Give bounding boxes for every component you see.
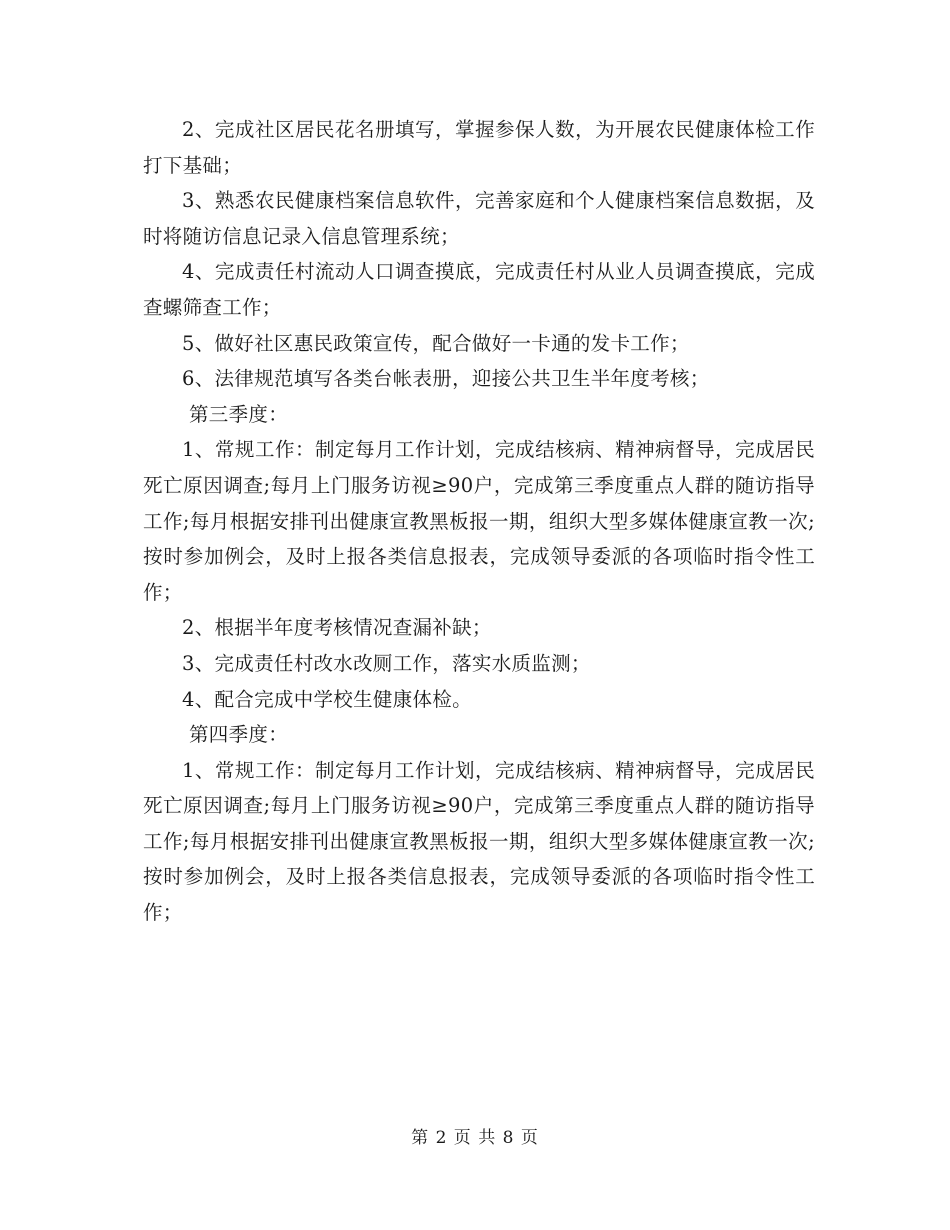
footer-current-page: 2 <box>435 1128 448 1148</box>
paragraph-item-4: 4、完成责任村流动人口调查摸底，完成责任村从业人员调查摸底，完成查螺筛查工作； <box>143 260 815 319</box>
paragraph-item-2: 2、完成社区居民花名册填写，掌握参保人数，为开展农民健康体检工作打下基础； <box>143 118 815 177</box>
q3-item-4: 4、配合完成中学校生健康体检。 <box>182 687 472 711</box>
footer-suffix: 页 <box>520 1128 539 1148</box>
paragraph-item-5: 5、做好社区惠民政策宣传，配合做好一卡通的发卡工作； <box>182 331 690 355</box>
paragraph-item-3: 3、熟悉农民健康档案信息软件，完善家庭和个人健康档案信息数据，及时将随访信息记录入信息管理系统； <box>143 189 815 248</box>
section-heading-q3: 第三季度： <box>189 402 289 426</box>
q3-item-1: 1、常规工作：制定每月工作计划，完成结核病、精神病督导，完成居民死亡原因调查;每月上门服务访视≥90户，完成第三季度重点人群的随访指导工作;每月根据安排刊出健康宣教黑板报一期，组织大型多媒体健康宣教一次;按时参加例会，及时上报各类信息报表，完成领导委派的各项临时指令性工作； <box>143 438 815 604</box>
footer-middle: 页 共 <box>453 1128 497 1148</box>
document-body <box>143 112 815 931</box>
q3-item-2: 2、根据半年度考核情况查漏补缺； <box>182 616 492 640</box>
section-heading-q4: 第四季度： <box>189 723 289 747</box>
q3-item-3: 3、完成责任村改水改厕工作，落实水质监测； <box>182 651 591 675</box>
footer-total-pages: 8 <box>502 1128 515 1148</box>
footer-prefix: 第 <box>411 1128 430 1148</box>
q4-item-1: 1、常规工作：制定每月工作计划，完成结核病、精神病督导，完成居民死亡原因调查;每月上门服务访视≥90户，完成第三季度重点人群的随访指导工作;每月根据安排刊出健康宣教黑板报一期，组织大型多媒体健康宣教一次;按时参加例会，及时上报各类信息报表，完成领导委派的各项临时指令性工作； <box>143 758 815 925</box>
page-footer <box>0 1126 950 1150</box>
paragraph-item-6: 6、法律规范填写各类台帐表册，迎接公共卫生半年度考核； <box>182 367 710 391</box>
